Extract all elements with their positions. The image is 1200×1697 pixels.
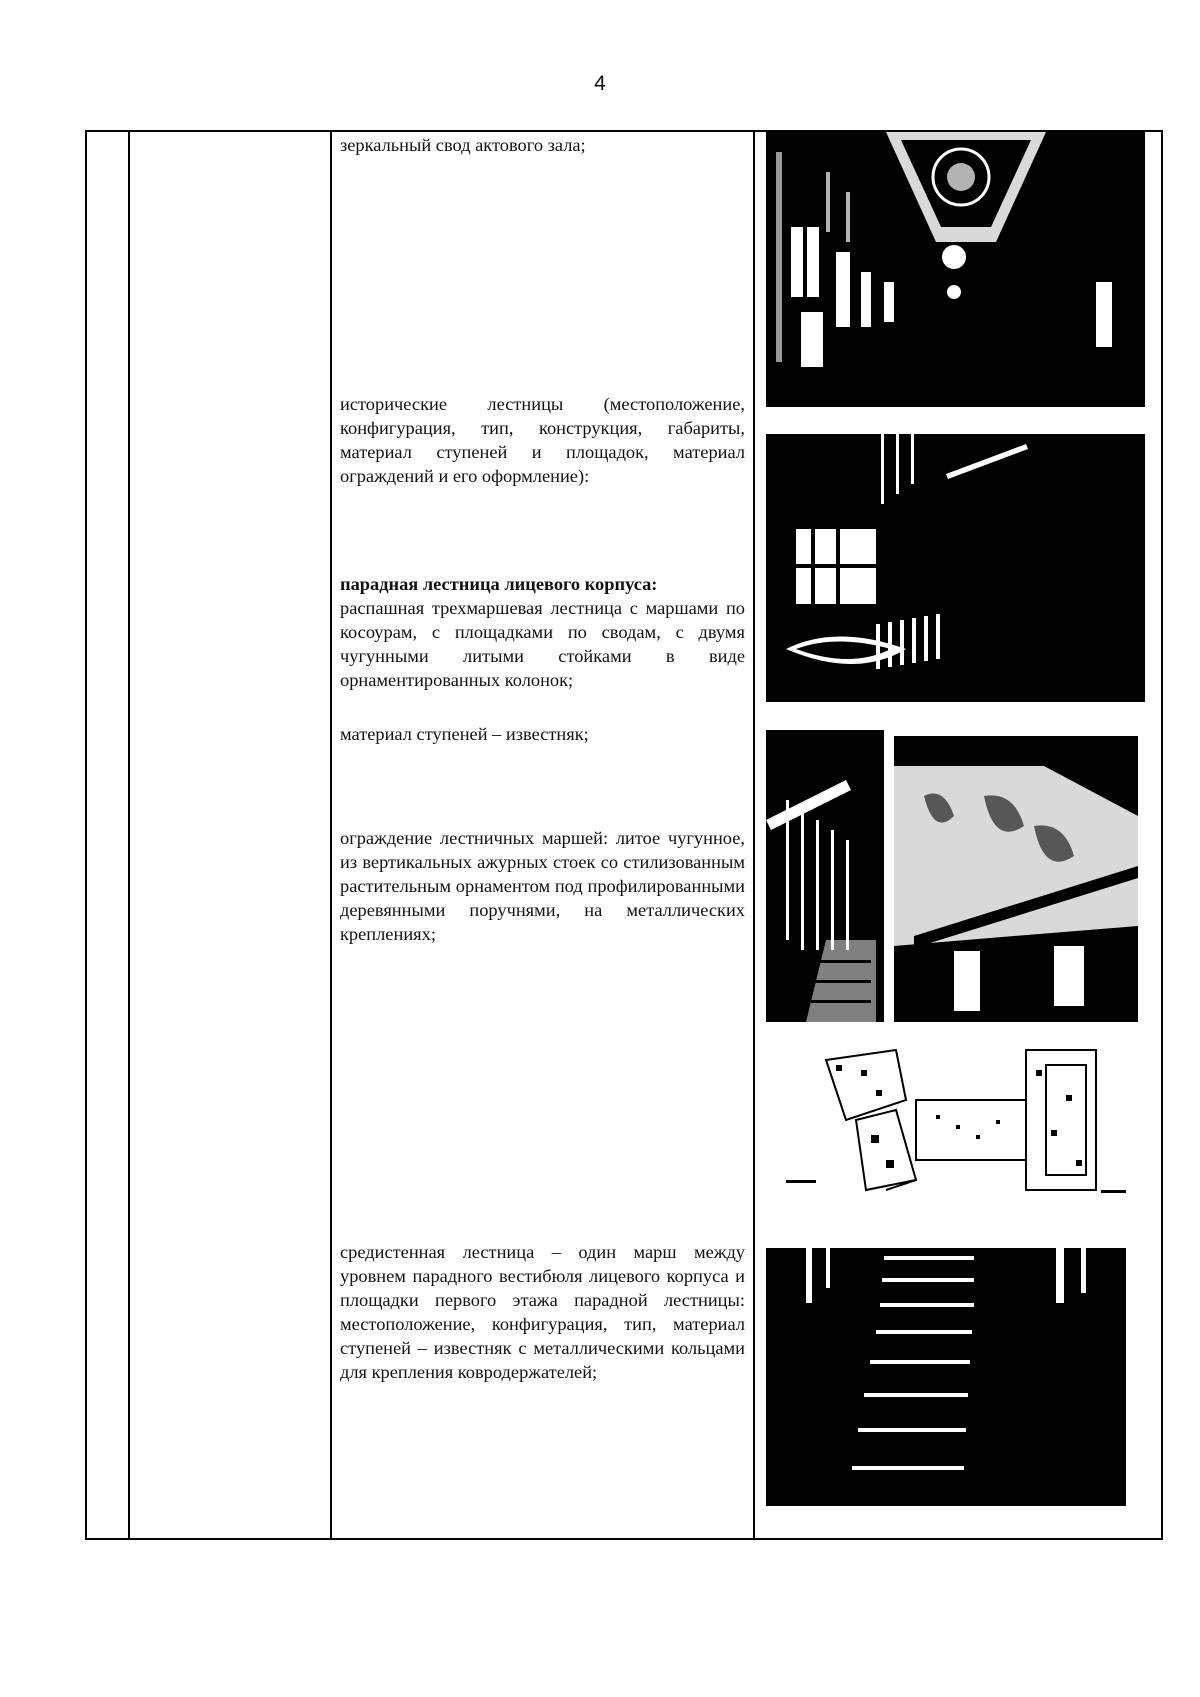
historic-stairs-text: исторические лестницы (местоположение, конфигурация, тип, конструкция, габариты, материал ступеней и площадок, материал ограждений и его оформление): [340, 394, 745, 486]
main-stair-heading: парадная лестница лицевого корпуса: [340, 574, 658, 594]
column-divider-1 [128, 132, 130, 1538]
column-divider-2 [330, 132, 332, 1538]
railing-photo-2 [894, 736, 1138, 1022]
mirror-vault-text: зеркальный свод актового зала; [340, 135, 586, 155]
column-divider-3 [753, 132, 755, 1538]
railing-text: ограждение лестничных маршей: литое чугунное, из вертикальных ажурных стоек со стилизованным растительным орнаментом под профилированными деревянными поручнями, на металлических креплениях; [340, 828, 745, 944]
floor-plan-drawing [766, 1040, 1140, 1205]
page-number: 4 [594, 72, 606, 95]
main-stair-description: распашная трехмаршевая лестница с маршами по косоурам, с площадками по сводам, с двумя чугунными литыми стойками в виде орнаментированных колонок; [340, 598, 745, 690]
inner-staircase-photo [766, 1248, 1126, 1506]
railing-photo-1 [766, 730, 884, 1022]
assembly-hall-vault-photo [766, 132, 1145, 407]
inner-stair-text: средистенная лестница – один марш между уровнем парадного вестибюля лицевого корпуса и площадки первого этажа парадной лестницы: местоположение, конфигурация, тип, материал ступеней – известняк с металлическими кольцами для крепления ковродержателей; [340, 1242, 745, 1382]
main-staircase-photo [766, 434, 1145, 702]
step-material-text: материал ступеней – известняк; [340, 724, 589, 744]
